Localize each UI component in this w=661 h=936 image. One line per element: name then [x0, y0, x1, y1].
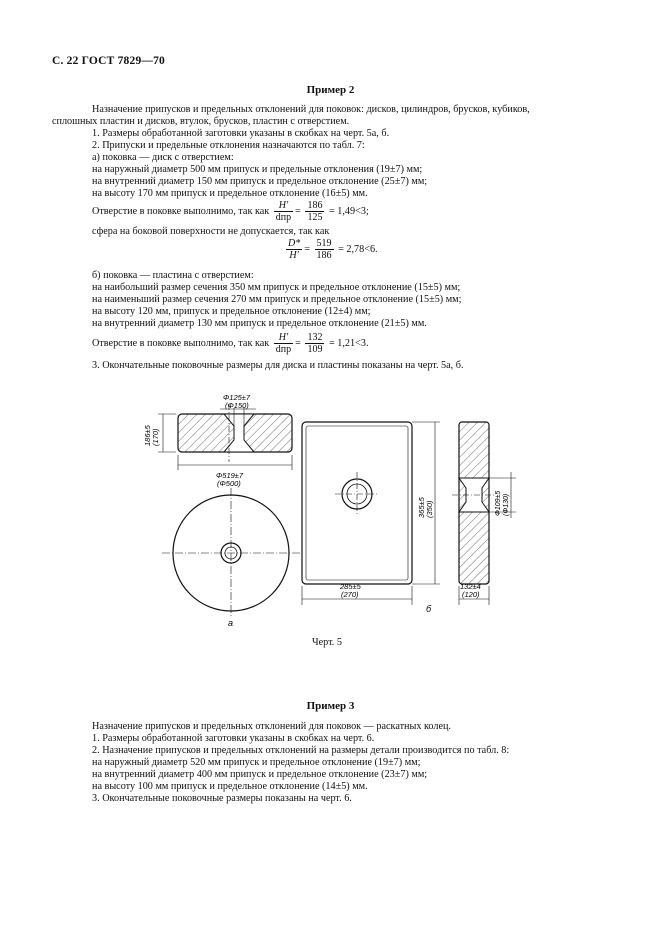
formula-1-den-value: 125	[307, 212, 323, 223]
formula-1-num-value: 186	[307, 200, 323, 211]
example-2-item-2: 2. Припуски и предельные отклонения назначаются по табл. 7:	[92, 140, 365, 151]
drawing-label-a: а	[228, 618, 234, 628]
disk-inner-diameter-dim: Φ125±7	[223, 393, 251, 402]
example-3-item-1: 1. Размеры обработанной заготовки указаны в скобках на черт. 6.	[92, 733, 375, 744]
formula-3-prefix: Отверстие в поковке выполнимо, так как	[92, 337, 270, 349]
formula-2-num-value: 519	[316, 238, 332, 249]
disk-inner-diameter-finished: (Φ150)	[225, 401, 249, 410]
example-2-item-1: 1. Размеры обработанной заготовки указаны в скобках на черт. 5а, б.	[92, 128, 390, 139]
example-2-b-line-1: на наибольший размер сечения 350 мм припуск и предельное отклонение (15±5) мм;	[92, 282, 461, 293]
formula-2-result: = 2,78<6.	[338, 243, 378, 255]
formula-2-eq: =	[304, 243, 310, 255]
formula-3-den-symbol: dпр	[275, 344, 292, 355]
example-3-item-2: 2. Назначение припусков и предельных отклонений на размеры детали производится по табл. 8:	[92, 745, 510, 756]
formula-2-fraction-symbolic	[286, 238, 302, 261]
disk-plan-view	[162, 488, 300, 618]
formula-3-result: = 1,21<3.	[328, 337, 369, 349]
formula-1	[92, 200, 369, 223]
example-2-a-line-1: на наружный диаметр 500 мм припуск и предельные отклонения (19±7) мм;	[92, 164, 423, 175]
disk-outer-diameter-dim: Φ519±7	[216, 471, 244, 480]
example-3-item-3: 3. Окончательные поковочные размеры показаны на черт. 6.	[92, 793, 352, 804]
disk-height-finished: (170)	[151, 428, 160, 446]
example-2-item-3: 3. Окончательные поковочные размеры для диска и пластины показаны на черт. 5а, б.	[92, 360, 464, 371]
formula-1-num-symbol: H′	[274, 200, 293, 212]
plate-height-finished: (350)	[425, 500, 434, 518]
formula-3-eq: =	[295, 337, 301, 349]
plate-thickness-finished: (120)	[462, 590, 480, 599]
example-2-title: Пример 2	[306, 84, 355, 96]
example-3-intro: Назначение припусков и предельных отклонений для поковок — раскатных колец.	[92, 721, 451, 732]
formula-2-den-symbol: H′	[289, 250, 299, 261]
technical-drawing-5	[0, 380, 661, 645]
formula-2-num-symbol: D*	[288, 238, 301, 249]
example-2-a-line-3: на высоту 170 мм припуск и предельное отклонение (16±5) мм.	[92, 188, 368, 199]
plate-width-finished: (270)	[341, 590, 359, 599]
disk-section-view	[178, 404, 292, 462]
example-2-b-line-3: на высоту 120 мм, припуск и предельное отклонение (12±4) мм;	[92, 306, 371, 317]
formula-3	[92, 332, 369, 355]
plate-hole-dim: Φ109±5	[495, 490, 502, 516]
formula-1-result: = 1,49<3;	[328, 205, 369, 217]
formula-3-den-value: 109	[307, 344, 323, 355]
example-2-a-line-2: на внутренний диаметр 150 мм припуск и предельное отклонение (25±7) мм;	[92, 176, 428, 187]
example-3-title: Пример 3	[306, 700, 355, 712]
example-3-line-2: на внутренний диаметр 400 мм припуск и предельное отклонение (23±7) мм;	[92, 769, 428, 780]
example-2-b-heading: б) поковка — пластина с отверстием:	[92, 270, 254, 281]
formula-3-fraction-numeric	[305, 332, 324, 355]
plate-height-dim: 365±5	[417, 497, 426, 518]
plate-side-section	[452, 422, 496, 584]
formula-2-fraction-numeric	[315, 238, 334, 261]
plate-front-view	[302, 422, 412, 584]
disk-outer-diameter-finished: (Φ500)	[217, 479, 241, 488]
example-2-a-heading: а) поковка — диск с отверстием:	[92, 152, 234, 163]
formula-3-fraction-symbolic	[274, 332, 293, 355]
formula-2-den-value: 186	[316, 250, 332, 261]
disk-height-dim: 186±5	[143, 425, 152, 446]
formula-1-fraction-symbolic	[274, 200, 293, 223]
formula-2	[284, 238, 378, 261]
example-3-line-1: на наружный диаметр 520 мм припуск и предельное отклонение (19±7) мм;	[92, 757, 421, 768]
example-2-b-line-4: на внутренний диаметр 130 мм припуск и предельное отклонение (21±5) мм.	[92, 318, 427, 329]
example-2-b-line-2: на наименьший размер сечения 270 мм припуск и предельное отклонение (15±5) мм;	[92, 294, 462, 305]
drawing-caption: Черт. 5	[312, 637, 342, 648]
plate-width-dim: 285±5	[340, 582, 361, 591]
formula-1-prefix: Отверстие в поковке выполнимо, так как	[92, 205, 270, 217]
formula-3-num-symbol: H′	[274, 332, 293, 344]
example-2-intro-line-1: Назначение припусков и предельных отклонений для поковок: дисков, цилиндров, брусков, кубиков,	[92, 104, 530, 115]
drawing-label-b: б	[426, 604, 432, 614]
example-2-intro-line-2: сплошных пластин и дисков, втулок, брусков, пластин с отверстием.	[52, 116, 350, 127]
plate-hole-finished: (Φ130)	[503, 493, 510, 516]
formula-1-fraction-numeric	[305, 200, 324, 223]
page-header: С. 22 ГОСТ 7829—70	[52, 55, 165, 67]
formula-1-eq: =	[295, 205, 301, 217]
formula-1-den-symbol: dпр	[275, 212, 292, 223]
formula-3-num-value: 132	[307, 332, 323, 343]
example-3-line-3: на высоту 100 мм припуск и предельное отклонение (14±5) мм.	[92, 781, 368, 792]
sphere-statement: сфера на боковой поверхности не допускается, так как	[92, 226, 330, 237]
plate-thickness-dim: 132±4	[460, 582, 481, 591]
